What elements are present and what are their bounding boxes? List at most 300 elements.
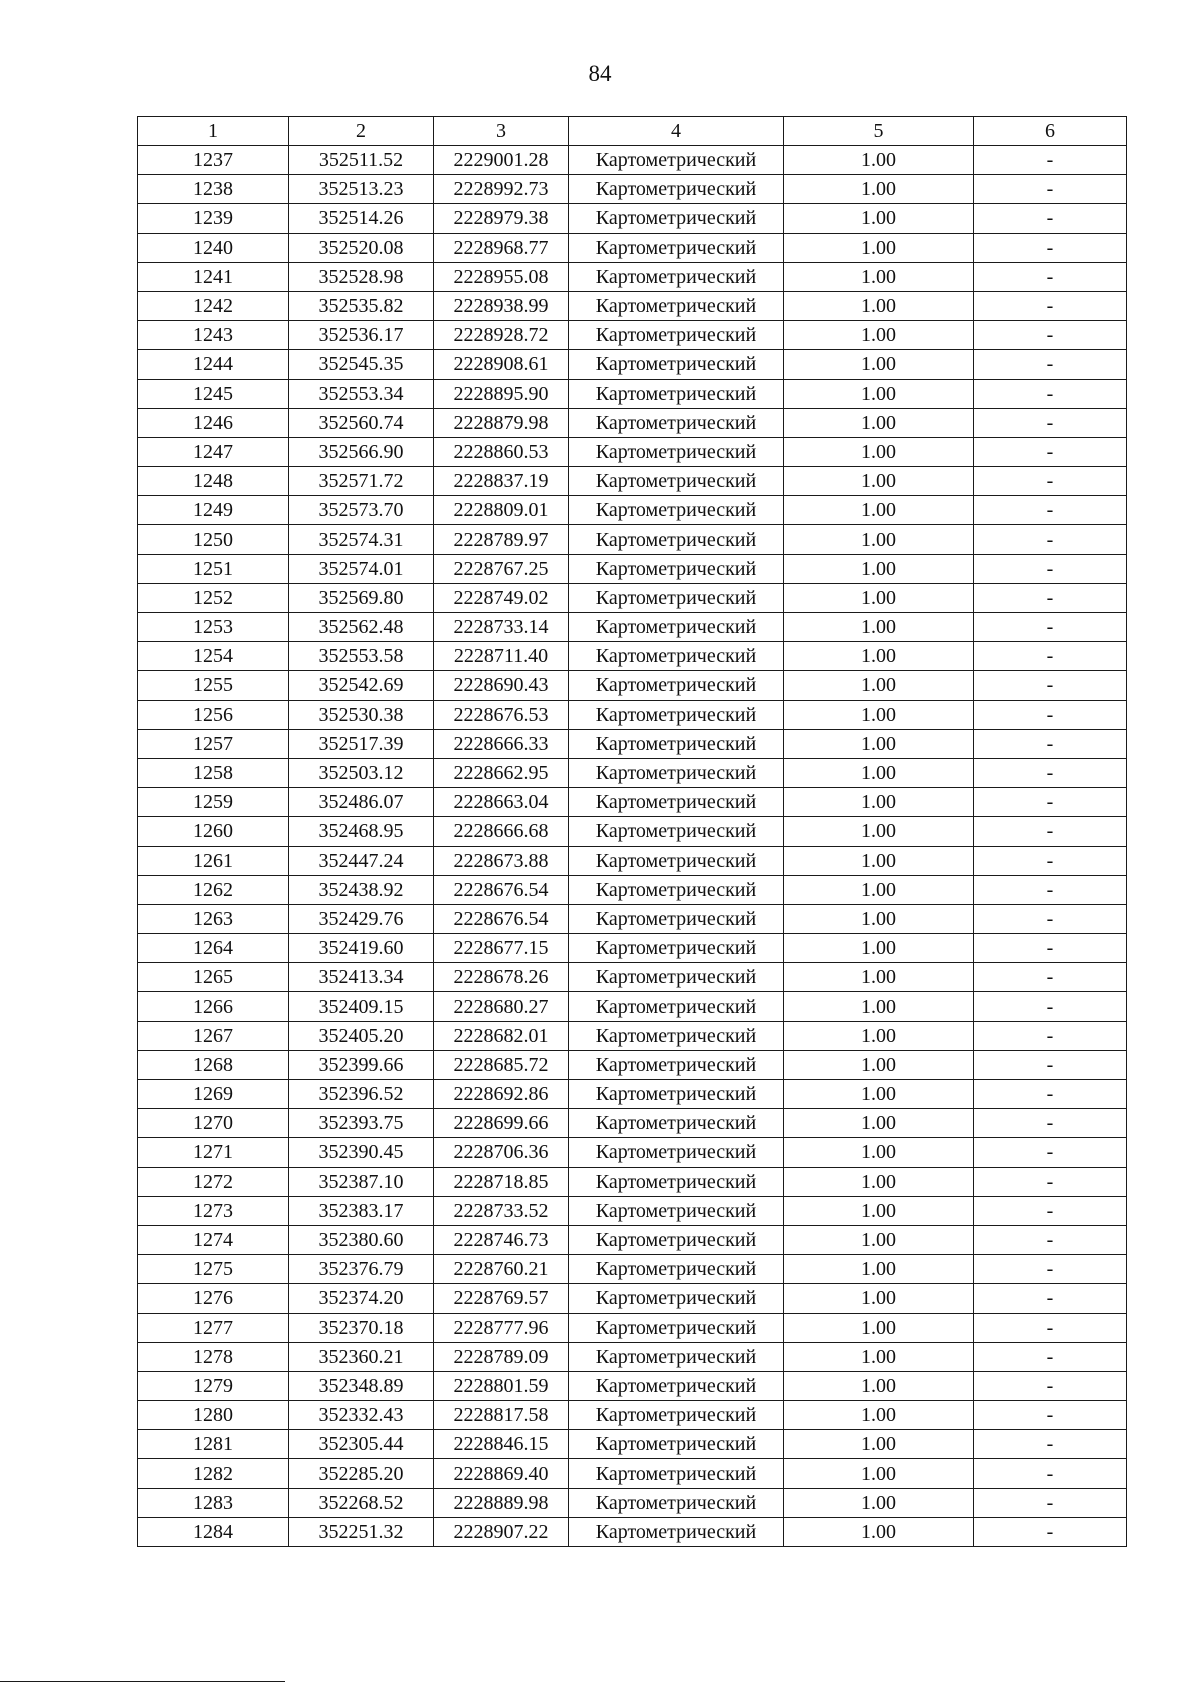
remark-cell: - xyxy=(974,729,1127,758)
remark-cell: - xyxy=(974,846,1127,875)
method-cell: Картометрический xyxy=(569,1138,784,1167)
column-header-3: 3 xyxy=(434,117,569,146)
y-coordinate-cell: 2228677.15 xyxy=(434,934,569,963)
x-coordinate-cell: 352429.76 xyxy=(289,904,434,933)
column-header-4: 4 xyxy=(569,117,784,146)
accuracy-cell: 1.00 xyxy=(784,467,974,496)
x-coordinate-cell: 352530.38 xyxy=(289,700,434,729)
accuracy-cell: 1.00 xyxy=(784,408,974,437)
point-number-cell: 1263 xyxy=(138,904,289,933)
method-cell: Картометрический xyxy=(569,1080,784,1109)
accuracy-cell: 1.00 xyxy=(784,1109,974,1138)
point-number-cell: 1245 xyxy=(138,379,289,408)
y-coordinate-cell: 2228968.77 xyxy=(434,233,569,262)
point-number-cell: 1241 xyxy=(138,262,289,291)
point-number-cell: 1276 xyxy=(138,1284,289,1313)
y-coordinate-cell: 2228663.04 xyxy=(434,788,569,817)
method-cell: Картометрический xyxy=(569,496,784,525)
point-number-cell: 1270 xyxy=(138,1109,289,1138)
remark-cell: - xyxy=(974,1284,1127,1313)
column-header-6: 6 xyxy=(974,117,1127,146)
x-coordinate-cell: 352571.72 xyxy=(289,467,434,496)
y-coordinate-cell: 2228938.99 xyxy=(434,291,569,320)
remark-cell: - xyxy=(974,934,1127,963)
table-row xyxy=(138,1080,1127,1109)
accuracy-cell: 1.00 xyxy=(784,1313,974,1342)
x-coordinate-cell: 352399.66 xyxy=(289,1050,434,1079)
table-row xyxy=(138,350,1127,379)
method-cell: Картометрический xyxy=(569,934,784,963)
table-row xyxy=(138,467,1127,496)
accuracy-cell: 1.00 xyxy=(784,525,974,554)
x-coordinate-cell: 352387.10 xyxy=(289,1167,434,1196)
y-coordinate-cell: 2228711.40 xyxy=(434,642,569,671)
remark-cell: - xyxy=(974,583,1127,612)
table-row xyxy=(138,1021,1127,1050)
accuracy-cell: 1.00 xyxy=(784,1342,974,1371)
table-row xyxy=(138,1167,1127,1196)
point-number-cell: 1246 xyxy=(138,408,289,437)
x-coordinate-cell: 352553.58 xyxy=(289,642,434,671)
y-coordinate-cell: 2228733.52 xyxy=(434,1196,569,1225)
point-number-cell: 1257 xyxy=(138,729,289,758)
y-coordinate-cell: 2228662.95 xyxy=(434,758,569,787)
x-coordinate-cell: 352285.20 xyxy=(289,1459,434,1488)
accuracy-cell: 1.00 xyxy=(784,846,974,875)
accuracy-cell: 1.00 xyxy=(784,583,974,612)
method-cell: Картометрический xyxy=(569,525,784,554)
x-coordinate-cell: 352251.32 xyxy=(289,1517,434,1546)
method-cell: Картометрический xyxy=(569,204,784,233)
remark-cell: - xyxy=(974,1196,1127,1225)
y-coordinate-cell: 2228746.73 xyxy=(434,1225,569,1254)
x-coordinate-cell: 352542.69 xyxy=(289,671,434,700)
table-row xyxy=(138,992,1127,1021)
y-coordinate-cell: 2229001.28 xyxy=(434,146,569,175)
table-row xyxy=(138,1109,1127,1138)
y-coordinate-cell: 2228928.72 xyxy=(434,321,569,350)
header-row xyxy=(138,117,1127,146)
y-coordinate-cell: 2228860.53 xyxy=(434,437,569,466)
remark-cell: - xyxy=(974,613,1127,642)
y-coordinate-cell: 2228817.58 xyxy=(434,1401,569,1430)
x-coordinate-cell: 352348.89 xyxy=(289,1371,434,1400)
remark-cell: - xyxy=(974,1517,1127,1546)
remark-cell: - xyxy=(974,758,1127,787)
accuracy-cell: 1.00 xyxy=(784,934,974,963)
remark-cell: - xyxy=(974,233,1127,262)
y-coordinate-cell: 2228676.54 xyxy=(434,904,569,933)
accuracy-cell: 1.00 xyxy=(784,233,974,262)
table-row xyxy=(138,1401,1127,1430)
table-row xyxy=(138,1196,1127,1225)
x-coordinate-cell: 352405.20 xyxy=(289,1021,434,1050)
y-coordinate-cell: 2228767.25 xyxy=(434,554,569,583)
accuracy-cell: 1.00 xyxy=(784,1021,974,1050)
method-cell: Картометрический xyxy=(569,1517,784,1546)
accuracy-cell: 1.00 xyxy=(784,788,974,817)
coordinates-table xyxy=(137,116,1127,1547)
table-row xyxy=(138,934,1127,963)
remark-cell: - xyxy=(974,467,1127,496)
method-cell: Картометрический xyxy=(569,262,784,291)
remark-cell: - xyxy=(974,788,1127,817)
y-coordinate-cell: 2228979.38 xyxy=(434,204,569,233)
method-cell: Картометрический xyxy=(569,1050,784,1079)
remark-cell: - xyxy=(974,379,1127,408)
table-row xyxy=(138,1488,1127,1517)
accuracy-cell: 1.00 xyxy=(784,1488,974,1517)
remark-cell: - xyxy=(974,437,1127,466)
table-row xyxy=(138,379,1127,408)
y-coordinate-cell: 2228673.88 xyxy=(434,846,569,875)
accuracy-cell: 1.00 xyxy=(784,146,974,175)
table-row xyxy=(138,758,1127,787)
y-coordinate-cell: 2228706.36 xyxy=(434,1138,569,1167)
y-coordinate-cell: 2228666.33 xyxy=(434,729,569,758)
table-row xyxy=(138,583,1127,612)
accuracy-cell: 1.00 xyxy=(784,1371,974,1400)
point-number-cell: 1264 xyxy=(138,934,289,963)
x-coordinate-cell: 352511.52 xyxy=(289,146,434,175)
y-coordinate-cell: 2228809.01 xyxy=(434,496,569,525)
x-coordinate-cell: 352370.18 xyxy=(289,1313,434,1342)
y-coordinate-cell: 2228801.59 xyxy=(434,1371,569,1400)
point-number-cell: 1272 xyxy=(138,1167,289,1196)
y-coordinate-cell: 2228955.08 xyxy=(434,262,569,291)
table-row xyxy=(138,525,1127,554)
x-coordinate-cell: 352376.79 xyxy=(289,1255,434,1284)
remark-cell: - xyxy=(974,1459,1127,1488)
accuracy-cell: 1.00 xyxy=(784,1196,974,1225)
x-coordinate-cell: 352574.01 xyxy=(289,554,434,583)
remark-cell: - xyxy=(974,1138,1127,1167)
method-cell: Картометрический xyxy=(569,788,784,817)
accuracy-cell: 1.00 xyxy=(784,437,974,466)
accuracy-cell: 1.00 xyxy=(784,262,974,291)
method-cell: Картометрический xyxy=(569,992,784,1021)
point-number-cell: 1256 xyxy=(138,700,289,729)
method-cell: Картометрический xyxy=(569,817,784,846)
y-coordinate-cell: 2228907.22 xyxy=(434,1517,569,1546)
method-cell: Картометрический xyxy=(569,1021,784,1050)
method-cell: Картометрический xyxy=(569,408,784,437)
point-number-cell: 1266 xyxy=(138,992,289,1021)
accuracy-cell: 1.00 xyxy=(784,1255,974,1284)
x-coordinate-cell: 352513.23 xyxy=(289,175,434,204)
remark-cell: - xyxy=(974,642,1127,671)
point-number-cell: 1275 xyxy=(138,1255,289,1284)
x-coordinate-cell: 352520.08 xyxy=(289,233,434,262)
x-coordinate-cell: 352562.48 xyxy=(289,613,434,642)
remark-cell: - xyxy=(974,963,1127,992)
table-row xyxy=(138,700,1127,729)
x-coordinate-cell: 352305.44 xyxy=(289,1430,434,1459)
method-cell: Картометрический xyxy=(569,1167,784,1196)
method-cell: Картометрический xyxy=(569,350,784,379)
point-number-cell: 1240 xyxy=(138,233,289,262)
method-cell: Картометрический xyxy=(569,1255,784,1284)
accuracy-cell: 1.00 xyxy=(784,963,974,992)
remark-cell: - xyxy=(974,204,1127,233)
table-body xyxy=(138,146,1127,1547)
y-coordinate-cell: 2228895.90 xyxy=(434,379,569,408)
y-coordinate-cell: 2228749.02 xyxy=(434,583,569,612)
method-cell: Картометрический xyxy=(569,583,784,612)
accuracy-cell: 1.00 xyxy=(784,291,974,320)
x-coordinate-cell: 352374.20 xyxy=(289,1284,434,1313)
accuracy-cell: 1.00 xyxy=(784,1050,974,1079)
x-coordinate-cell: 352535.82 xyxy=(289,291,434,320)
remark-cell: - xyxy=(974,1255,1127,1284)
accuracy-cell: 1.00 xyxy=(784,992,974,1021)
point-number-cell: 1273 xyxy=(138,1196,289,1225)
point-number-cell: 1258 xyxy=(138,758,289,787)
point-number-cell: 1254 xyxy=(138,642,289,671)
accuracy-cell: 1.00 xyxy=(784,1138,974,1167)
accuracy-cell: 1.00 xyxy=(784,1401,974,1430)
page-number: 84 xyxy=(588,61,612,86)
x-coordinate-cell: 352514.26 xyxy=(289,204,434,233)
method-cell: Картометрический xyxy=(569,1459,784,1488)
table-row xyxy=(138,1430,1127,1459)
method-cell: Картометрический xyxy=(569,700,784,729)
remark-cell: - xyxy=(974,1342,1127,1371)
y-coordinate-cell: 2228690.43 xyxy=(434,671,569,700)
y-coordinate-cell: 2228908.61 xyxy=(434,350,569,379)
remark-cell: - xyxy=(974,904,1127,933)
y-coordinate-cell: 2228769.57 xyxy=(434,1284,569,1313)
method-cell: Картометрический xyxy=(569,1313,784,1342)
accuracy-cell: 1.00 xyxy=(784,758,974,787)
point-number-cell: 1252 xyxy=(138,583,289,612)
y-coordinate-cell: 2228666.68 xyxy=(434,817,569,846)
table-row xyxy=(138,291,1127,320)
method-cell: Картометрический xyxy=(569,642,784,671)
accuracy-cell: 1.00 xyxy=(784,613,974,642)
point-number-cell: 1247 xyxy=(138,437,289,466)
remark-cell: - xyxy=(974,1225,1127,1254)
y-coordinate-cell: 2228837.19 xyxy=(434,467,569,496)
table-header xyxy=(138,117,1127,146)
point-number-cell: 1237 xyxy=(138,146,289,175)
point-number-cell: 1274 xyxy=(138,1225,289,1254)
table-row xyxy=(138,1255,1127,1284)
point-number-cell: 1282 xyxy=(138,1459,289,1488)
table-row xyxy=(138,817,1127,846)
x-coordinate-cell: 352438.92 xyxy=(289,875,434,904)
method-cell: Картометрический xyxy=(569,321,784,350)
point-number-cell: 1248 xyxy=(138,467,289,496)
table-row xyxy=(138,642,1127,671)
x-coordinate-cell: 352409.15 xyxy=(289,992,434,1021)
point-number-cell: 1255 xyxy=(138,671,289,700)
table-row xyxy=(138,262,1127,291)
table-row xyxy=(138,146,1127,175)
point-number-cell: 1239 xyxy=(138,204,289,233)
table-row xyxy=(138,846,1127,875)
point-number-cell: 1278 xyxy=(138,1342,289,1371)
column-header-1: 1 xyxy=(138,117,289,146)
method-cell: Картометрический xyxy=(569,146,784,175)
table-row xyxy=(138,613,1127,642)
x-coordinate-cell: 352390.45 xyxy=(289,1138,434,1167)
method-cell: Картометрический xyxy=(569,1371,784,1400)
y-coordinate-cell: 2228992.73 xyxy=(434,175,569,204)
table-row xyxy=(138,788,1127,817)
remark-cell: - xyxy=(974,1109,1127,1138)
y-coordinate-cell: 2228678.26 xyxy=(434,963,569,992)
x-coordinate-cell: 352569.80 xyxy=(289,583,434,612)
accuracy-cell: 1.00 xyxy=(784,1459,974,1488)
method-cell: Картометрический xyxy=(569,175,784,204)
x-coordinate-cell: 352383.17 xyxy=(289,1196,434,1225)
y-coordinate-cell: 2228680.27 xyxy=(434,992,569,1021)
point-number-cell: 1259 xyxy=(138,788,289,817)
remark-cell: - xyxy=(974,1050,1127,1079)
point-number-cell: 1251 xyxy=(138,554,289,583)
accuracy-cell: 1.00 xyxy=(784,1517,974,1546)
table-row xyxy=(138,1313,1127,1342)
table-row xyxy=(138,437,1127,466)
x-coordinate-cell: 352553.34 xyxy=(289,379,434,408)
y-coordinate-cell: 2228889.98 xyxy=(434,1488,569,1517)
method-cell: Картометрический xyxy=(569,1430,784,1459)
table-row xyxy=(138,321,1127,350)
point-number-cell: 1250 xyxy=(138,525,289,554)
y-coordinate-cell: 2228685.72 xyxy=(434,1050,569,1079)
remark-cell: - xyxy=(974,1371,1127,1400)
method-cell: Картометрический xyxy=(569,963,784,992)
point-number-cell: 1277 xyxy=(138,1313,289,1342)
method-cell: Картометрический xyxy=(569,1225,784,1254)
table-row xyxy=(138,1371,1127,1400)
table-row xyxy=(138,963,1127,992)
point-number-cell: 1280 xyxy=(138,1401,289,1430)
remark-cell: - xyxy=(974,1167,1127,1196)
method-cell: Картометрический xyxy=(569,1342,784,1371)
remark-cell: - xyxy=(974,554,1127,583)
method-cell: Картометрический xyxy=(569,613,784,642)
x-coordinate-cell: 352447.24 xyxy=(289,846,434,875)
table-row xyxy=(138,1225,1127,1254)
x-coordinate-cell: 352517.39 xyxy=(289,729,434,758)
accuracy-cell: 1.00 xyxy=(784,875,974,904)
accuracy-cell: 1.00 xyxy=(784,1225,974,1254)
x-coordinate-cell: 352486.07 xyxy=(289,788,434,817)
accuracy-cell: 1.00 xyxy=(784,554,974,583)
method-cell: Картометрический xyxy=(569,729,784,758)
y-coordinate-cell: 2228733.14 xyxy=(434,613,569,642)
y-coordinate-cell: 2228846.15 xyxy=(434,1430,569,1459)
y-coordinate-cell: 2228760.21 xyxy=(434,1255,569,1284)
x-coordinate-cell: 352380.60 xyxy=(289,1225,434,1254)
accuracy-cell: 1.00 xyxy=(784,904,974,933)
accuracy-cell: 1.00 xyxy=(784,1284,974,1313)
table-row xyxy=(138,175,1127,204)
remark-cell: - xyxy=(974,671,1127,700)
x-coordinate-cell: 352536.17 xyxy=(289,321,434,350)
y-coordinate-cell: 2228789.97 xyxy=(434,525,569,554)
remark-cell: - xyxy=(974,1401,1127,1430)
y-coordinate-cell: 2228789.09 xyxy=(434,1342,569,1371)
remark-cell: - xyxy=(974,875,1127,904)
remark-cell: - xyxy=(974,350,1127,379)
method-cell: Картометрический xyxy=(569,554,784,583)
accuracy-cell: 1.00 xyxy=(784,729,974,758)
table-row xyxy=(138,904,1127,933)
footer-rule xyxy=(0,1681,285,1682)
method-cell: Картометрический xyxy=(569,1284,784,1313)
y-coordinate-cell: 2228676.54 xyxy=(434,875,569,904)
method-cell: Картометрический xyxy=(569,291,784,320)
table-row xyxy=(138,1284,1127,1313)
x-coordinate-cell: 352396.52 xyxy=(289,1080,434,1109)
x-coordinate-cell: 352566.90 xyxy=(289,437,434,466)
x-coordinate-cell: 352573.70 xyxy=(289,496,434,525)
accuracy-cell: 1.00 xyxy=(784,496,974,525)
remark-cell: - xyxy=(974,146,1127,175)
point-number-cell: 1271 xyxy=(138,1138,289,1167)
y-coordinate-cell: 2228777.96 xyxy=(434,1313,569,1342)
point-number-cell: 1262 xyxy=(138,875,289,904)
point-number-cell: 1242 xyxy=(138,291,289,320)
remark-cell: - xyxy=(974,408,1127,437)
x-coordinate-cell: 352332.43 xyxy=(289,1401,434,1430)
table-row xyxy=(138,671,1127,700)
method-cell: Картометрический xyxy=(569,758,784,787)
y-coordinate-cell: 2228699.66 xyxy=(434,1109,569,1138)
y-coordinate-cell: 2228869.40 xyxy=(434,1459,569,1488)
accuracy-cell: 1.00 xyxy=(784,1167,974,1196)
point-number-cell: 1267 xyxy=(138,1021,289,1050)
x-coordinate-cell: 352268.52 xyxy=(289,1488,434,1517)
accuracy-cell: 1.00 xyxy=(784,1430,974,1459)
table-row xyxy=(138,729,1127,758)
table-row xyxy=(138,875,1127,904)
method-cell: Картометрический xyxy=(569,846,784,875)
accuracy-cell: 1.00 xyxy=(784,700,974,729)
x-coordinate-cell: 352528.98 xyxy=(289,262,434,291)
remark-cell: - xyxy=(974,1080,1127,1109)
method-cell: Картометрический xyxy=(569,875,784,904)
column-header-5: 5 xyxy=(784,117,974,146)
table-row xyxy=(138,1517,1127,1546)
point-number-cell: 1269 xyxy=(138,1080,289,1109)
accuracy-cell: 1.00 xyxy=(784,1080,974,1109)
accuracy-cell: 1.00 xyxy=(784,350,974,379)
remark-cell: - xyxy=(974,496,1127,525)
y-coordinate-cell: 2228879.98 xyxy=(434,408,569,437)
method-cell: Картометрический xyxy=(569,1109,784,1138)
table-row xyxy=(138,1342,1127,1371)
remark-cell: - xyxy=(974,1021,1127,1050)
remark-cell: - xyxy=(974,700,1127,729)
point-number-cell: 1261 xyxy=(138,846,289,875)
point-number-cell: 1260 xyxy=(138,817,289,846)
remark-cell: - xyxy=(974,1488,1127,1517)
x-coordinate-cell: 352574.31 xyxy=(289,525,434,554)
x-coordinate-cell: 352503.12 xyxy=(289,758,434,787)
accuracy-cell: 1.00 xyxy=(784,642,974,671)
column-header-2: 2 xyxy=(289,117,434,146)
y-coordinate-cell: 2228692.86 xyxy=(434,1080,569,1109)
x-coordinate-cell: 352468.95 xyxy=(289,817,434,846)
method-cell: Картометрический xyxy=(569,467,784,496)
method-cell: Картометрический xyxy=(569,379,784,408)
x-coordinate-cell: 352360.21 xyxy=(289,1342,434,1371)
accuracy-cell: 1.00 xyxy=(784,379,974,408)
